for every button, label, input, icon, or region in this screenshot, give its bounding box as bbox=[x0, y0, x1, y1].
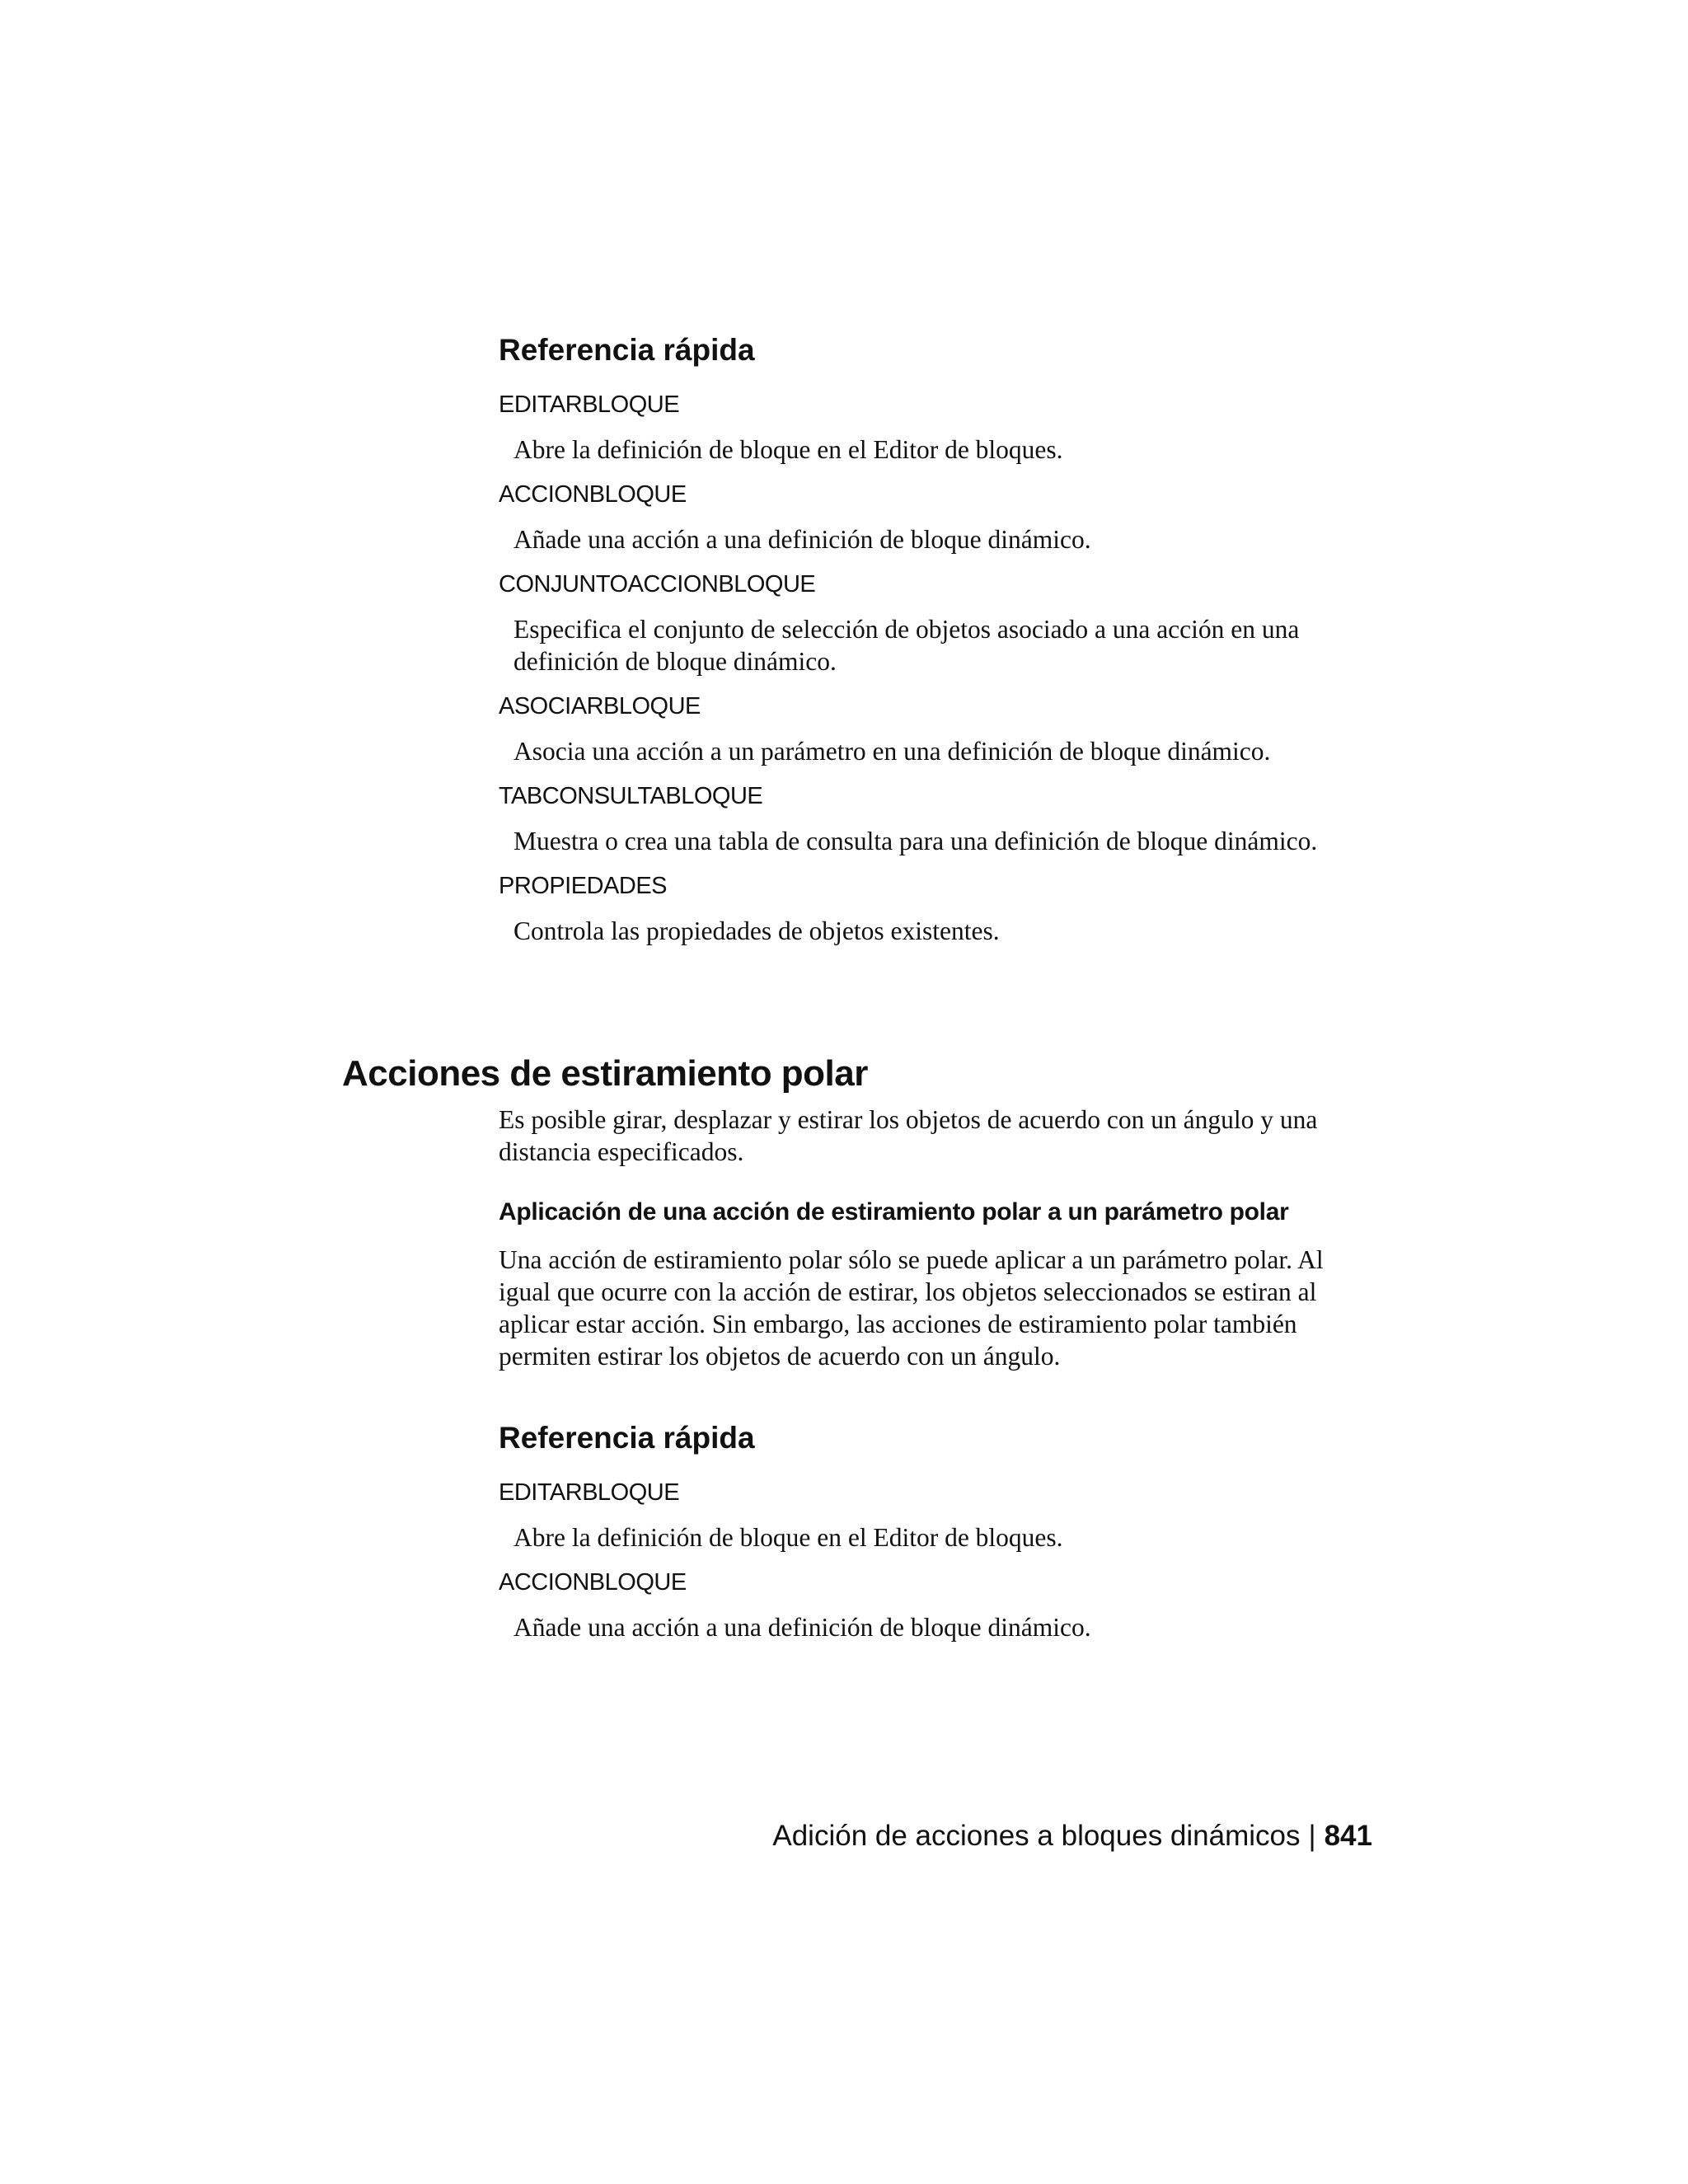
page-footer bbox=[772, 1817, 1372, 1855]
command-description: Abre la definición de bloque en el Editor de bloques. bbox=[513, 1523, 1063, 1552]
quick-reference-2 bbox=[499, 1418, 1372, 1657]
footer-separator: | bbox=[1308, 1820, 1316, 1852]
command-name: ASOCIARBLOQUE bbox=[499, 693, 701, 719]
section-polar-stretch bbox=[342, 1051, 1372, 1400]
quick-reference-title: Referencia rápida bbox=[499, 333, 755, 367]
footer-chapter-title: Adición de acciones a bloques dinámicos bbox=[772, 1820, 1301, 1852]
page-number: 841 bbox=[1324, 1820, 1372, 1852]
command-name: EDITARBLOQUE bbox=[499, 391, 680, 418]
section-heading: Acciones de estiramiento polar bbox=[342, 1053, 868, 1094]
command-description: Añade una acción a una definición de bloque dinámico. bbox=[513, 525, 1091, 554]
quick-reference-1 bbox=[499, 330, 1372, 960]
intro-paragraph: Es posible girar, desplazar y estirar los objetos de acuerdo con un ángulo y una distancia especificados. bbox=[499, 1105, 1318, 1166]
command-name: ACCIONBLOQUE bbox=[499, 481, 687, 508]
command-name: CONJUNTOACCIONBLOQUE bbox=[499, 571, 816, 598]
command-name: EDITARBLOQUE bbox=[499, 1479, 680, 1506]
quick-reference-title: Referencia rápida bbox=[499, 1421, 755, 1455]
command-description: Controla las propiedades de objetos existentes. bbox=[513, 916, 1000, 945]
command-description: Abre la definición de bloque en el Editor de bloques. bbox=[513, 435, 1063, 464]
command-name: ACCIONBLOQUE bbox=[499, 1569, 687, 1596]
command-name: PROPIEDADES bbox=[499, 873, 667, 899]
command-description: Añade una acción a una definición de bloque dinámico. bbox=[513, 1613, 1091, 1642]
section-body bbox=[499, 1104, 1372, 1372]
command-name: TABCONSULTABLOQUE bbox=[499, 783, 763, 809]
command-description: Asocia una acción a un parámetro en una definición de bloque dinámico. bbox=[513, 737, 1271, 766]
subsection-paragraph: Una acción de estiramiento polar sólo se puede aplicar a un parámetro polar. Al igual que ocurre con la acción de estirar, los objetos seleccionados se estiran al aplicar estar acción. Sin embargo, las acciones de estiramiento polar también permiten estirar los objetos de acuerdo con un ángulo. bbox=[499, 1245, 1324, 1371]
command-description: Muestra o crea una tabla de consulta para una definición de bloque dinámico. bbox=[513, 827, 1318, 855]
subsection-heading: Aplicación de una acción de estiramiento polar a un parámetro polar bbox=[499, 1198, 1289, 1226]
command-description: Especifica el conjunto de selección de objetos asociado a una acción en una definición de bloque dinámico. bbox=[513, 615, 1300, 676]
